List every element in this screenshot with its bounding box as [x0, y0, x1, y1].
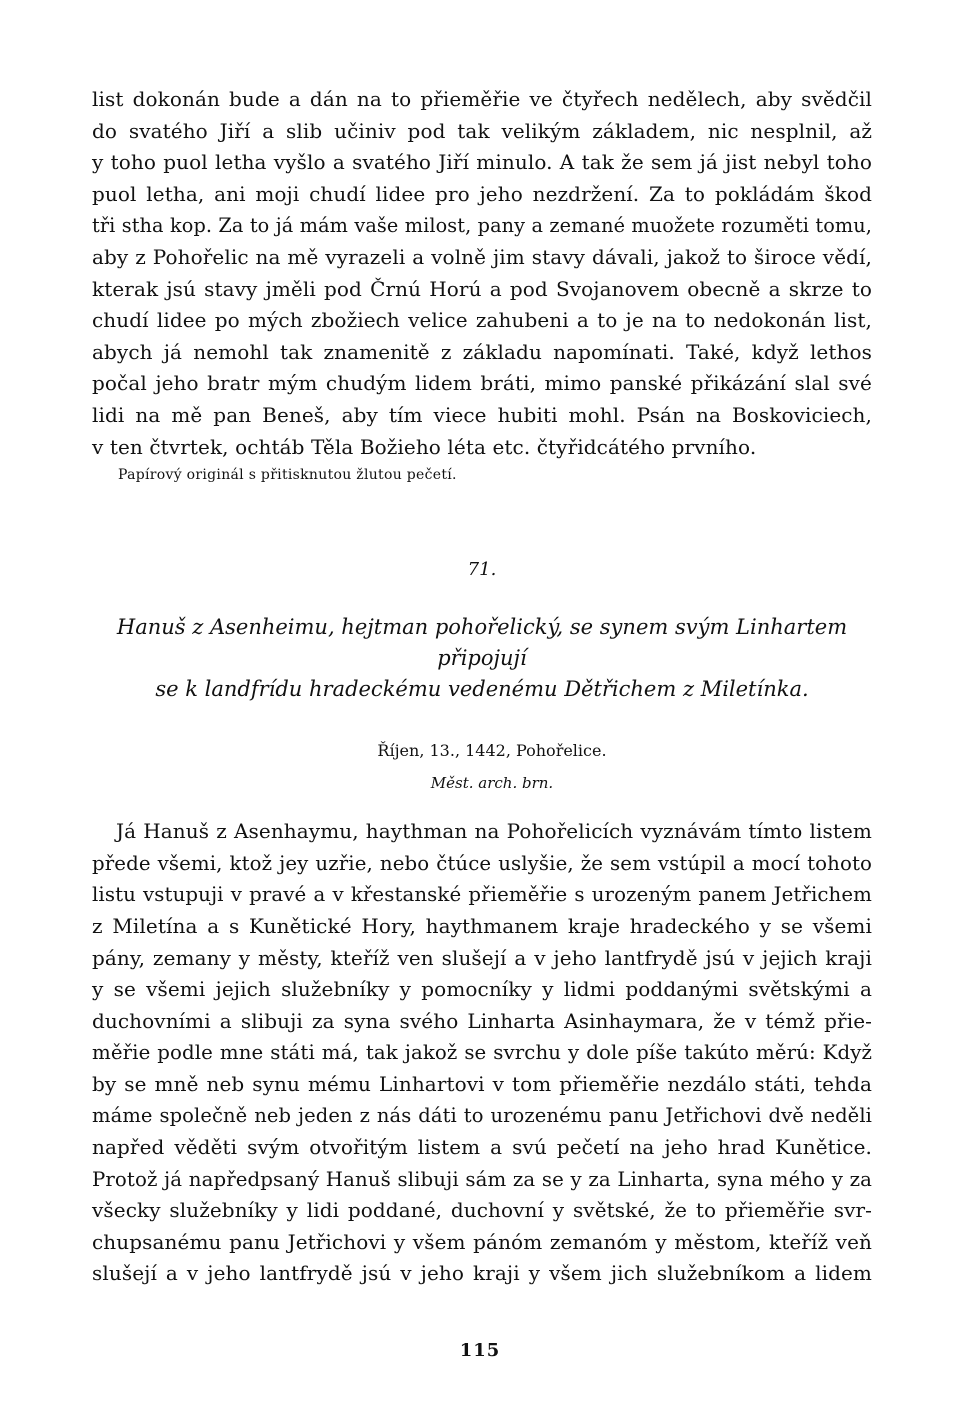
text-line: kterak jsú stavy jměli pod Črnú Horú a pod Svojanovem obecně a skrze to: [92, 276, 872, 301]
text-line: y toho puol letha vyšlo a svatého Jiří minulo. A tak že sem já jist nebyl toho: [92, 150, 872, 175]
text-line: pány, zemany y městy, kteříž ven slušejí a v jeho lantfrydě jsú v jejich kraji: [92, 945, 872, 970]
text-line: tři stha kop. Za to já mám vaše milost, pany a zemané muožete rozuměti tomu,: [92, 214, 872, 238]
text-line: listu vstupuji v pravé a v křestanské přieměřie s urozeným panem Jetřichem: [92, 883, 872, 907]
text-line: měřie podle mne státi má, tak jakož se svrchu y dole píše takúto měrú: Když: [92, 1041, 872, 1065]
document-archive: Měst. arch. brn.: [430, 774, 554, 793]
document-title-line: se k landfrídu hradeckému vedenému Dětřichem z Miletínka.: [155, 677, 809, 702]
text-line: chupsanému panu Jetřichovi y všem pánóm zemanóm y městom, kteříž veň: [92, 1229, 872, 1254]
document-body-text: [92, 816, 872, 1290]
text-line: do svatého Jiří a slib učiniv pod tak velikým základem, nic nesplnil, až: [92, 118, 872, 143]
page-number: 115: [459, 1340, 501, 1361]
text-line: přede všemi, ktož jey uzřie, nebo čtúce uslyšie, že sem vstúpil a mocí tohoto: [92, 851, 872, 875]
text-line: abych já nemohl tak znamenitě z základu napomínati. Také, když lethos: [92, 339, 872, 364]
text-line: list dokonán bude a dán na to přieměřie ve čtyřech nedělech, aby svědčil: [92, 87, 872, 111]
text-line: y se všemi jejich služebníky y pomocníky y lidmi poddanými světskými a: [92, 977, 872, 1002]
text-line: Já Hanuš z Asenhaymu, haythman na Pohořelicích vyznávám tímto listem: [116, 819, 872, 844]
text-line: počal jeho bratr mým chudým lidem bráti, mimo panské přikázání slal své: [92, 371, 872, 396]
document-date: Říjen, 13., 1442, Pohořelice.: [377, 741, 607, 761]
document-number: 71.: [467, 559, 497, 581]
text-line: puol letha, ani moji chudí lidee pro jeho nezdržení. Za to pokládám škod: [92, 181, 872, 206]
source-note: Papírový originál s přitisknutou žlutou pečetí.: [118, 467, 457, 484]
text-line: duchovními a slibuji za syna svého Linharta Asinhaymara, že v témž přie-: [92, 1008, 872, 1033]
page-text: [92, 84, 872, 1290]
text-line: Protož já napředpsaný Hanuš slibuji sám za se y za Linharta, syna mého y za: [92, 1167, 872, 1191]
text-line: slušejí a v jeho lantfrydě jsú v jeho kraji y všem jich služebníkom a lidem: [92, 1261, 872, 1286]
text-line: aby z Pohořelic na mě vyrazeli a volně jim stavy dávali, jakož to široce vědí,: [92, 244, 872, 269]
text-line: všecky služebníky y lidi poddané, duchovní y světské, že to přieměřie svr-: [92, 1198, 872, 1223]
previous-document-text: [92, 84, 872, 463]
text-line: v ten čtvrtek, ochtáb Těla Božieho léta etc. čtyřidcátého prvního.: [92, 434, 757, 459]
text-line: lidi na mě pan Beneš, aby tím viece hubiti mohl. Psán na Boskoviciech,: [92, 402, 872, 427]
document-title: [92, 612, 872, 705]
text-line: chudí lidee po mých zbožiech velice zahubeni a to je na to nedokonán list,: [92, 308, 872, 333]
document-title-line: Hanuš z Asenheimu, hejtman pohořelický, se synem svým Linhartem připojují: [116, 615, 848, 671]
text-line: by se mně neb synu mému Linhartovi v tom přieměřie nezdálo státi, tehda: [92, 1071, 872, 1096]
text-line: z Miletína a s Kunětické Hory, haythmanem kraje hradeckého y se všemi: [92, 913, 872, 938]
text-line: napřed věděti svým otvořitým listem a svú pečetí na jeho hrad Kunětice.: [92, 1135, 872, 1160]
text-line: máme společně neb jeden z nás dáti to urozenému panu Jetřichovi dvě neděli: [92, 1104, 872, 1128]
